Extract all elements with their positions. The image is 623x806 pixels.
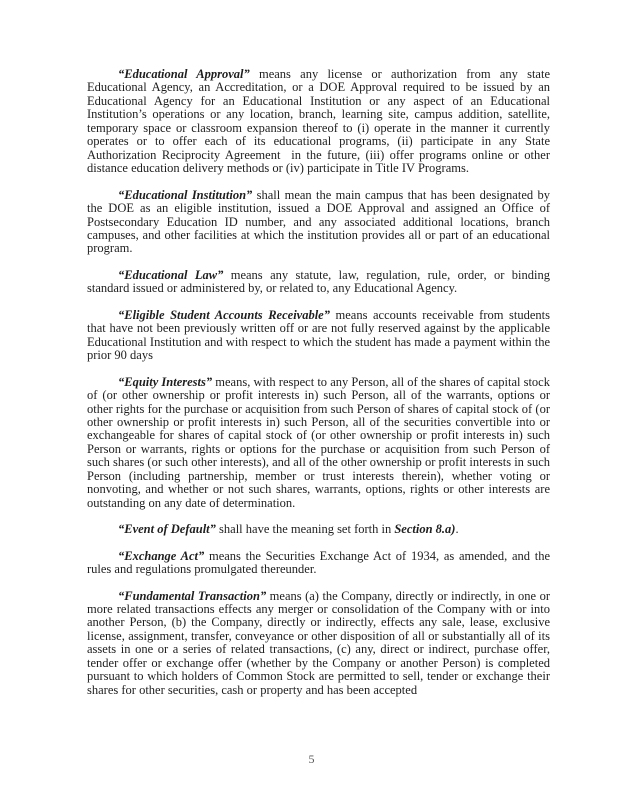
paragraph-text: means the Securities Exchange Act of 1934, as amended, and the rules and regulations promulgated thereunder. bbox=[87, 548, 551, 577]
paragraph bbox=[87, 269, 550, 296]
paragraph-text: means, with respect to any Person, all of the shares of capital stock of (or other ownership or profit interests in) such Person, all of the warrants, options or other rights for the purchase or acquisition from such Person of shares of capital stock of (or other ownership or profit interests in) such Person, all of the securities convertible into or exchangeable for shares of capital stock of (or other ownership or profit interests in) such Person or warrants, rights or options for the purchase or acquisition from such Person of such shares (or such other interests), and all of the other ownership or profit interests in such Person (including partnership, member or trust interests therein), whether voting or nonvoting, and whether or not such shares, warrants, options, rights or other interests are outstanding on any date of determination. bbox=[87, 374, 550, 510]
paragraph-text: shall have the meaning set forth in bbox=[215, 522, 395, 537]
page-footer bbox=[0, 752, 623, 767]
paragraph bbox=[87, 550, 550, 577]
defined-term: “Equity Interests” bbox=[118, 374, 213, 389]
defined-term: “Educational Law” bbox=[118, 267, 224, 282]
defined-term: “Exchange Act” bbox=[118, 548, 205, 563]
document-body bbox=[87, 68, 550, 710]
defined-term: Section 8.a) bbox=[394, 522, 456, 537]
page-number: 5 bbox=[308, 752, 315, 766]
paragraph bbox=[87, 376, 550, 511]
defined-term: “Event of Default” bbox=[118, 522, 216, 537]
paragraph bbox=[87, 309, 550, 363]
paragraph-text: means (a) the Company, directly or indirectly, in one or more related transactions effects any merger or consolidation of the Company with or into another Person, (b) the Company, directly or indirectly, effects any sale, lease, exclusive license, assignment, transfer, conveyance or other disposition of all or substantially all of its assets in one or a series of related transactions, (c) any, direct or indirect, purchase offer, tender offer or exchange offer (whether by the Company or another Person) is completed pursuant to which holders of Common Stock are permitted to sell, tender or exchange their shares for other securities, cash or property and has been accepted bbox=[87, 588, 550, 697]
paragraph bbox=[87, 590, 550, 698]
paragraph-text: means any statute, law, regulation, rule, order, or binding standard issued or administered by, or related to, any Educational Agency. bbox=[87, 267, 550, 296]
paragraph bbox=[87, 68, 550, 176]
paragraph-text: means any license or authorization from any state Educational Agency, an Accreditation, or a DOE Approval required to be issued by an Educational Agency for an Educational Institution or any aspect of an Educational Institution’s operations or any location, branch, learning site, campus addition, satellite, temporary space or classroom expansion thereof to (i) operate in the manner it currently operates or to offer each of its educational programs, (ii) participate in any State Authorization Reciprocity Agreement in the future, (iii) offer programs online or other distance education delivery methods or (iv) participate in Title IV Programs. bbox=[87, 67, 550, 176]
defined-term: “Fundamental Transaction” bbox=[118, 588, 267, 603]
defined-term: “Eligible Student Accounts Receivable” bbox=[118, 307, 330, 322]
paragraph-text: . bbox=[455, 522, 459, 537]
defined-term: “Educational Approval” bbox=[118, 67, 250, 81]
paragraph-text: shall mean the main campus that has been designated by the DOE as an eligible institution, issued a DOE Approval and assigned an Office of Postsecondary Education ID number, and any associated additional locations, branch campuses, and other facilities at which the institution provides all or part of an educational program. bbox=[87, 187, 550, 256]
defined-term: “Educational Institution” bbox=[118, 187, 253, 202]
paragraph bbox=[87, 523, 550, 536]
paragraph-text: means accounts receivable from students that have not been previously written off or are not fully reserved against by the applicable Educational Institution and with respect to which the student has made a payment within the prior 90 days bbox=[87, 307, 550, 363]
paragraph bbox=[87, 189, 550, 256]
